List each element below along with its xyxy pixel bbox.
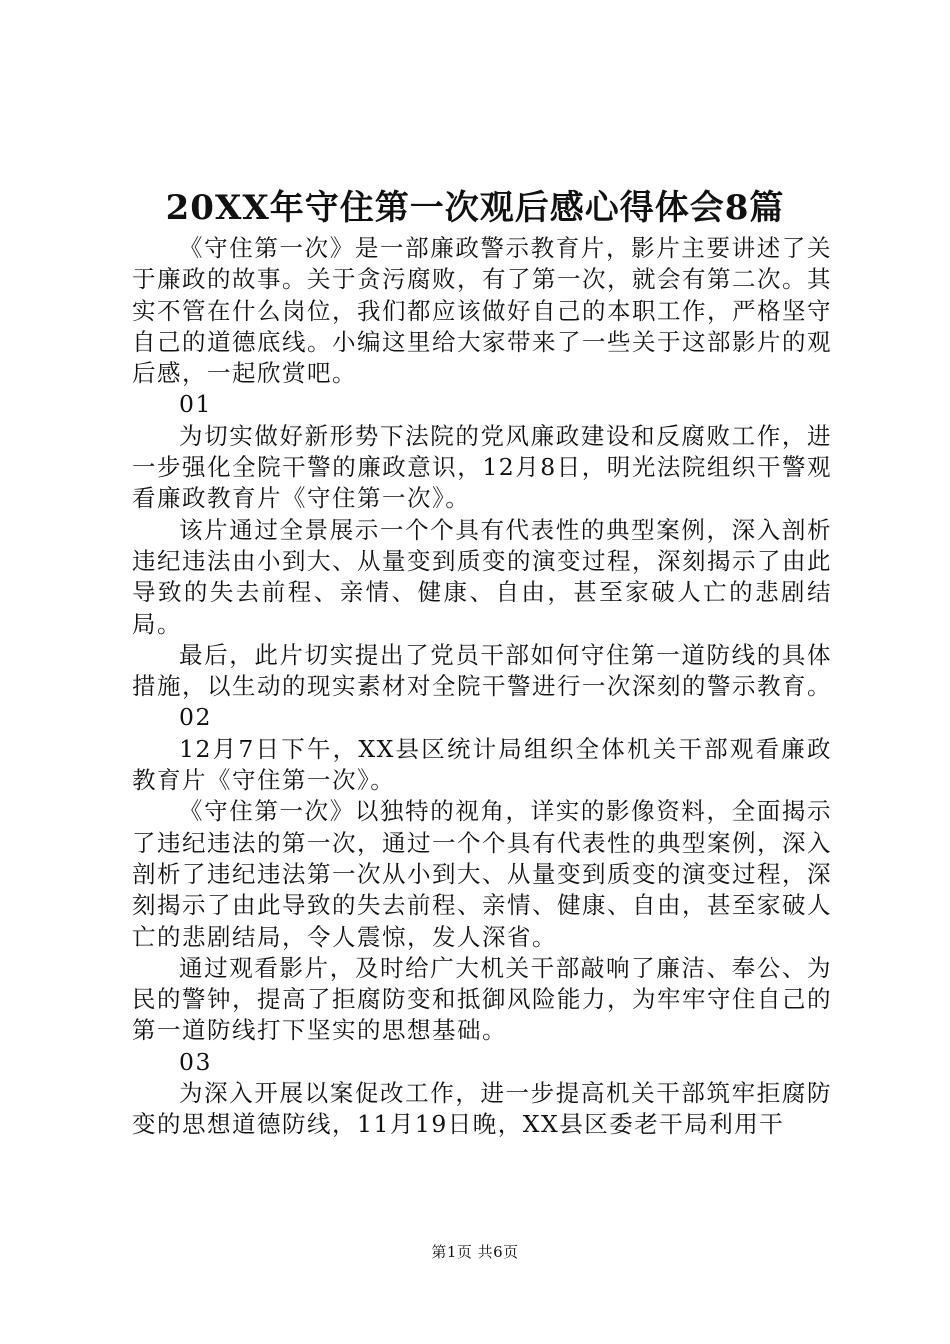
paragraph: 最后，此片切实提出了党员干部如何守住第一道防线的具体措施，以生动的现实素材对全院干警进行一次深刻的警示教育。	[132, 640, 832, 701]
section-number-02: 02	[179, 703, 212, 732]
paragraph: 为切实做好新形势下法院的党风廉政建设和反腐败工作，进一步强化全院干警的廉政意识，12月8日，明光法院组织干警观看廉政教育片《守住第一次》。	[132, 421, 832, 513]
document-title: 20XX年守住第一次观后感心得体会8篇	[165, 188, 785, 228]
paragraph: 通过观看影片，及时给广大机关干部敲响了廉洁、奉公、为民的警钟，提高了拒腐防变和抵御风险能力，为牢牢守住自己的第一道防线打下坚实的思想基础。	[132, 953, 832, 1045]
paragraph: 为深入开展以案促改工作，进一步提高机关干部筑牢拒腐防变的思想道德防线，11月19日晚，XX县区委老干局利用干	[132, 1079, 832, 1139]
page-footer: 第1页 共6页	[431, 1243, 519, 1261]
paragraph: 《守住第一次》以独特的视角，详实的影像资料，全面揭示了违纪违法的第一次，通过一个个具有代表性的典型案例，深入剖析了违纪违法第一次从小到大、从量变到质变的演变过程，深刻揭示了由此导致的失去前程、亲情、健康、自由，甚至家破人亡的悲剧结局，令人震惊，发人深省。	[132, 797, 832, 951]
paragraph-intro: 《守住第一次》是一部廉政警示教育片，影片主要讲述了关于廉政的故事。关于贪污腐败，有了第一次，就会有第二次。其实不管在什么岗位，我们都应该做好自己的本职工作，严格坚守自己的道德底线。小编这里给大家带来了一些关于这部影片的观后感，一起欣赏吧。	[132, 234, 832, 388]
document-body	[132, 233, 832, 1141]
paragraph: 12月7日下午，XX县区统计局组织全体机关干部观看廉政教育片《守住第一次》。	[132, 734, 832, 795]
paragraph: 该片通过全景展示一个个具有代表性的典型案例，深入剖析违纪违法由小到大、从量变到质变的演变过程，深刻揭示了由此导致的失去前程、亲情、健康、自由，甚至家破人亡的悲剧结局。	[132, 515, 832, 638]
section-number-03: 03	[179, 1047, 212, 1076]
section-number-01: 01	[179, 390, 212, 419]
